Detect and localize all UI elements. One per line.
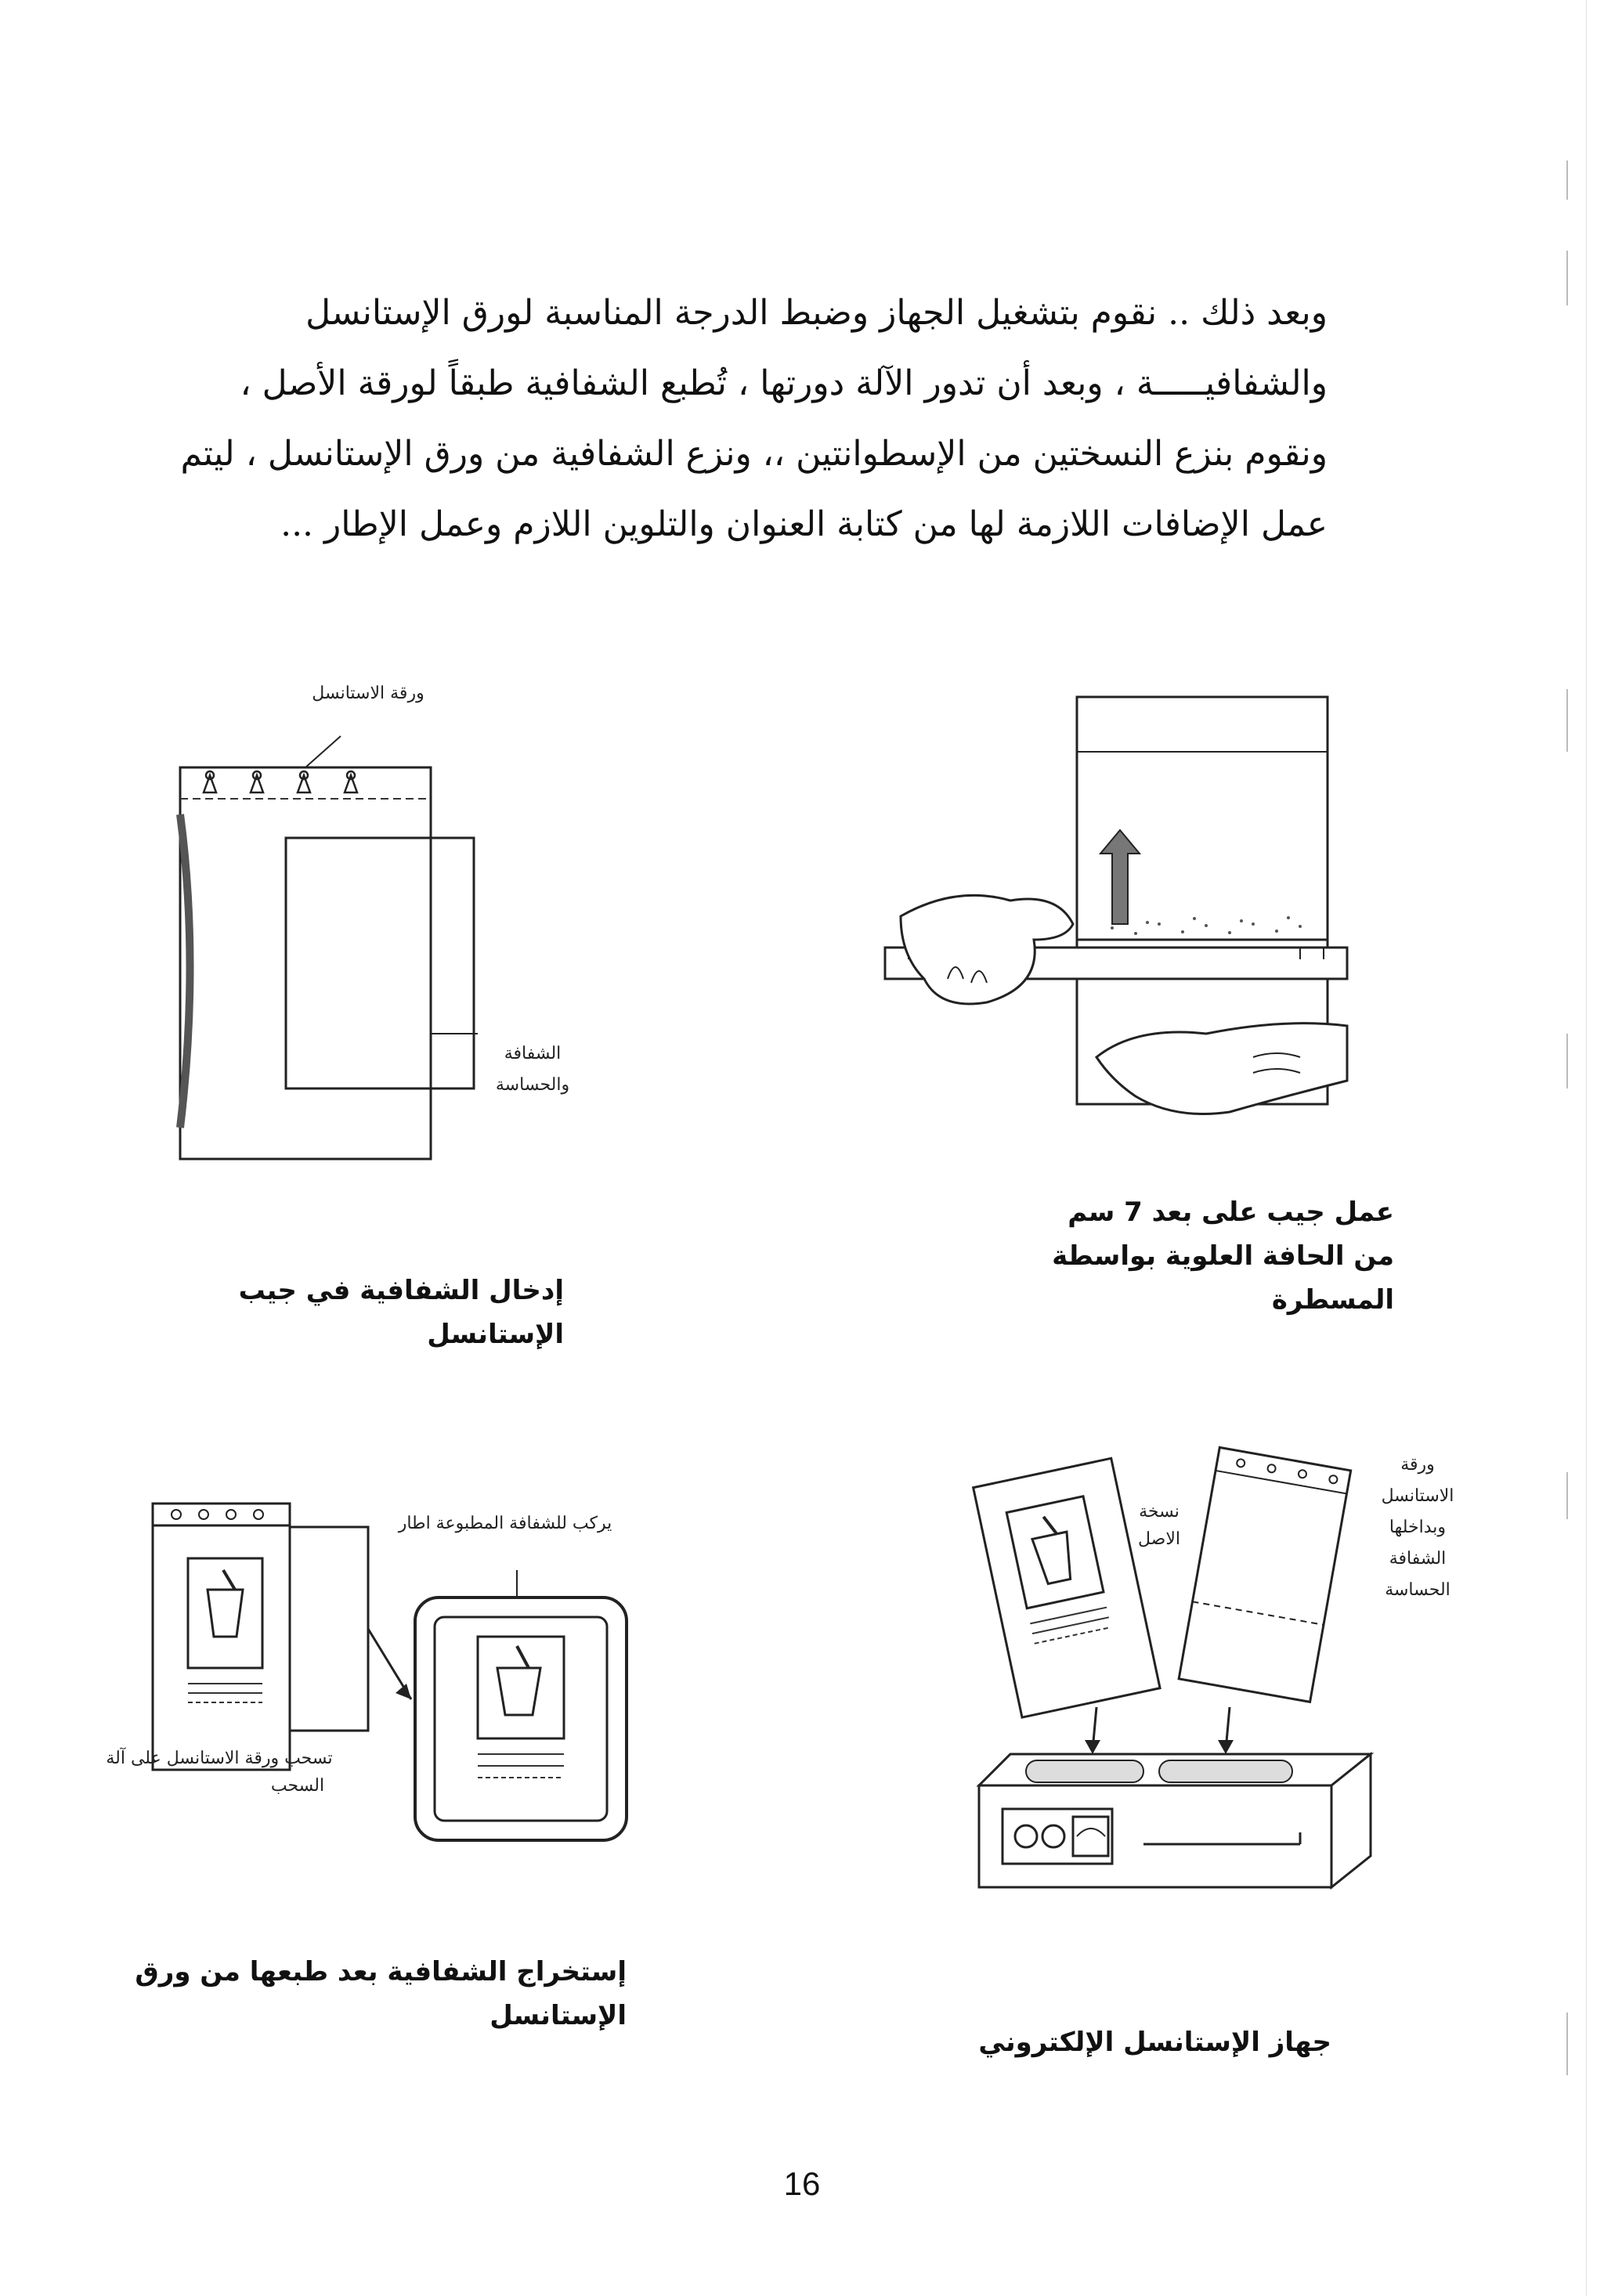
scan-edge-mark — [1566, 1034, 1568, 1088]
paragraph-line: وبعد ذلك .. نقوم بتشغيل الجهاز وضبط الدرجة المناسبة لورق الإستانسل — [305, 293, 1328, 333]
caption-pocket-line2: من الحافة العلوية بواسطة المسطرة — [1052, 1240, 1394, 1316]
extract-transparency-figure — [141, 1496, 642, 1848]
scan-edge-mark — [1566, 251, 1568, 305]
insert-transparency-figure — [157, 752, 501, 1175]
caption-machine: جهاز الإستانسل الإلكتروني — [978, 2027, 1331, 2058]
scan-edge-mark — [1566, 689, 1568, 752]
label-transparency-top: الشفافة — [504, 1044, 562, 1063]
label-frame: يركب للشفافة المطبوعة اطار — [398, 1514, 612, 1533]
pocket-ruler-figure — [877, 689, 1347, 1128]
label-machine-stencil-1: ورقة — [1400, 1455, 1435, 1475]
label-machine-stencil-3: وبداخلها — [1389, 1518, 1447, 1537]
scan-edge-mark — [1566, 1472, 1568, 1519]
label-machine-stencil-2: الاستانسل — [1381, 1486, 1454, 1506]
page-number: 16 — [783, 2165, 821, 2202]
label-original-line1: نسخة — [1139, 1502, 1180, 1522]
label-original-line2: الاصل — [1137, 1529, 1180, 1549]
label-transparency-bottom: والحساسة — [495, 1075, 570, 1095]
caption-pocket-line1: عمل جيب على بعد 7 سم — [1068, 1197, 1394, 1228]
scan-edge-mark — [1566, 161, 1568, 200]
body-paragraph — [176, 278, 1328, 560]
label-machine-stencil-4: الشفافة — [1389, 1549, 1447, 1569]
label-machine-stencil-5: الحساسة — [1385, 1580, 1450, 1600]
label-pull-line2: السحب — [270, 1776, 325, 1796]
label-stencil-sheet: ورقة الاستانسل — [312, 684, 424, 703]
paragraph-line: ونقوم بنزع النسختين من الإسطوانتين ،، ونزع الشفافية من ورق الإستانسل ، ليتم — [180, 434, 1328, 474]
caption-insert: إدخال الشفافية في جيب الإستانسل — [238, 1275, 564, 1350]
scan-edge-line — [1586, 0, 1587, 2296]
scan-edge-mark — [1566, 2013, 1568, 2075]
paragraph-line: والشفافيـــــة ، وبعد أن تدور الآلة دورتها ، تُطبع الشفافية طبقاً لورقة الأصل ، — [240, 363, 1328, 403]
label-pull-line1: تسحب ورقة الاستانسل على آلة — [106, 1749, 333, 1768]
paragraph-line: عمل الإضافات اللازمة لها من كتابة العنوان والتلوين اللازم وعمل الإطار ... — [280, 504, 1328, 544]
caption-extract: إستخراج الشفافية بعد طبعها من ورق الإستانسل — [135, 1956, 627, 2031]
